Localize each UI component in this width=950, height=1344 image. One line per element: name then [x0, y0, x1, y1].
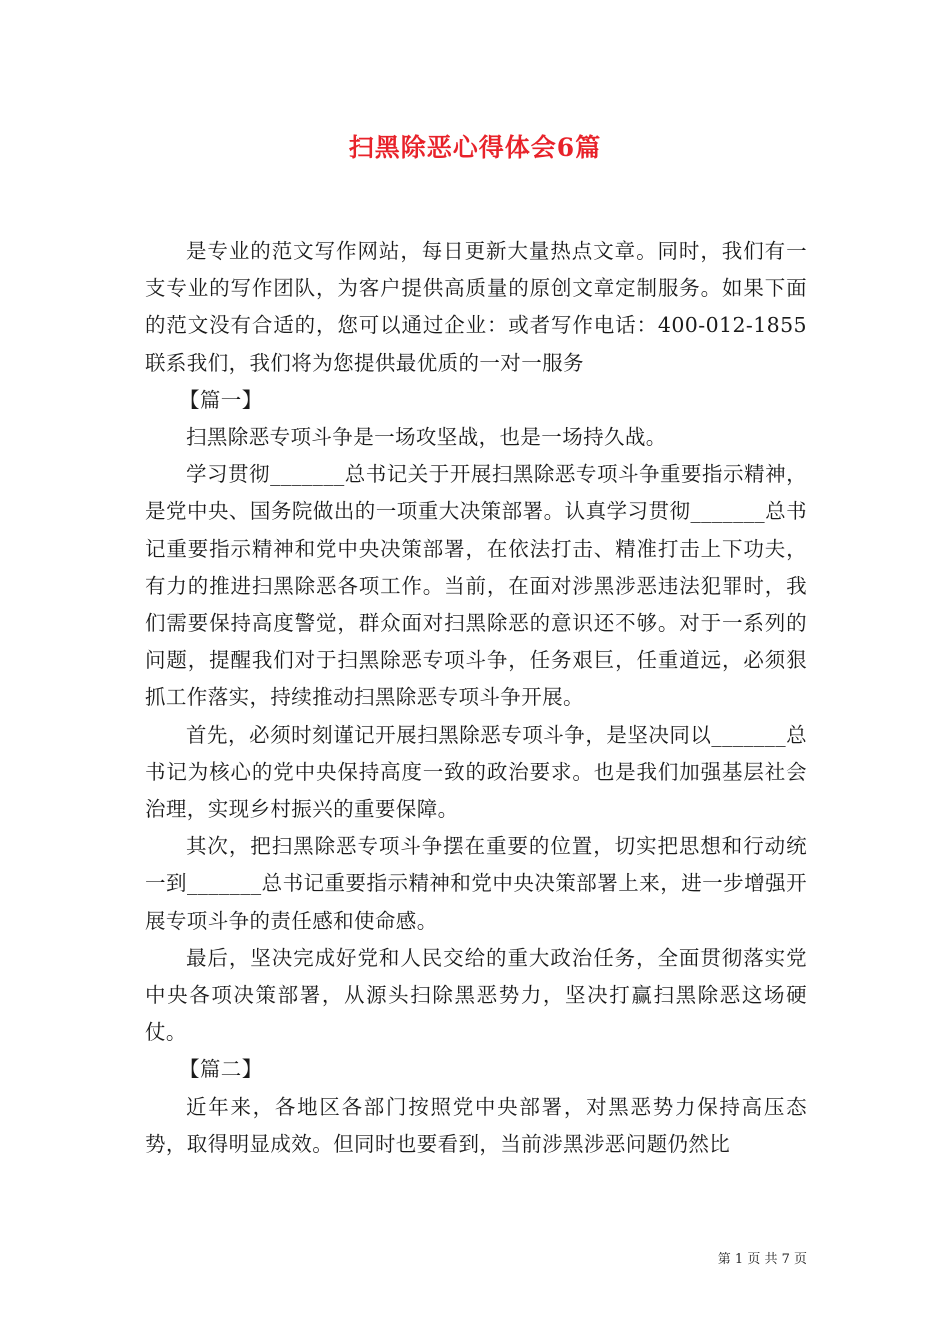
- paragraph: 首先，必须时刻谨记开展扫黑除恶专项斗争，是坚决同以_______总书记为核心的党中央保持高度一致的政治要求。也是我们加强基层社会治理，实现乡村振兴的重要保障。: [145, 722, 807, 822]
- paragraph: 学习贯彻_______总书记关于开展扫黑除恶专项斗争重要指示精神，是党中央、国务院做出的一项重大决策部署。认真学习贯彻_______总书记重要指示精神和党中央决策部署，在依法打击、精准打击上下功夫，有力的推进扫黑除恶各项工作。当前，在面对涉黑涉恶违法犯罪时，我们需要保持高度警觉，群众面对扫黑除恶的意识还不够。对于一系列的问题，提醒我们对于扫黑除恶专项斗争，任务艰巨，任重道远，必须狠抓工作落实，持续推动扫黑除恶专项斗争开展。: [145, 462, 807, 710]
- paragraph: 其次，把扫黑除恶专项斗争摆在重要的位置，切实把思想和行动统一到_______总书记重要指示精神和党中央决策部署上来，进一步增强开展专项斗争的责任感和使命感。: [145, 834, 807, 933]
- section-heading-2: 【篇二】: [179, 1057, 263, 1082]
- document-body: [145, 233, 807, 1163]
- paragraph: 扫黑除恶专项斗争是一场攻坚战，也是一场持久战。: [186, 425, 667, 450]
- paragraph: 最后，坚决完成好党和人民交给的重大政治任务，全面贯彻落实党中央各项决策部署，从源头扫除黑恶势力，坚决打赢扫黑除恶这场硬仗。: [145, 945, 807, 1045]
- section-heading-1: 【篇一】: [179, 387, 263, 412]
- paragraph: 近年来，各地区各部门按照党中央部署，对黑恶势力保持高压态势，取得明显成效。但同时也要看到，当前涉黑涉恶问题仍然比: [145, 1094, 807, 1156]
- document-title: 扫黑除恶心得体会6篇: [348, 133, 602, 162]
- page-number: 第 1 页 共 7 页: [717, 1252, 807, 1267]
- intro-paragraph: 是专业的范文写作网站，每日更新大量热点文章。同时，我们有一支专业的写作团队，为客户提供高质量的原创文章定制服务。如果下面的范文没有合适的，您可以通过企业：或者写作电话：400-012-1855联系我们，我们将为您提供最优质的一对一服务: [145, 239, 807, 375]
